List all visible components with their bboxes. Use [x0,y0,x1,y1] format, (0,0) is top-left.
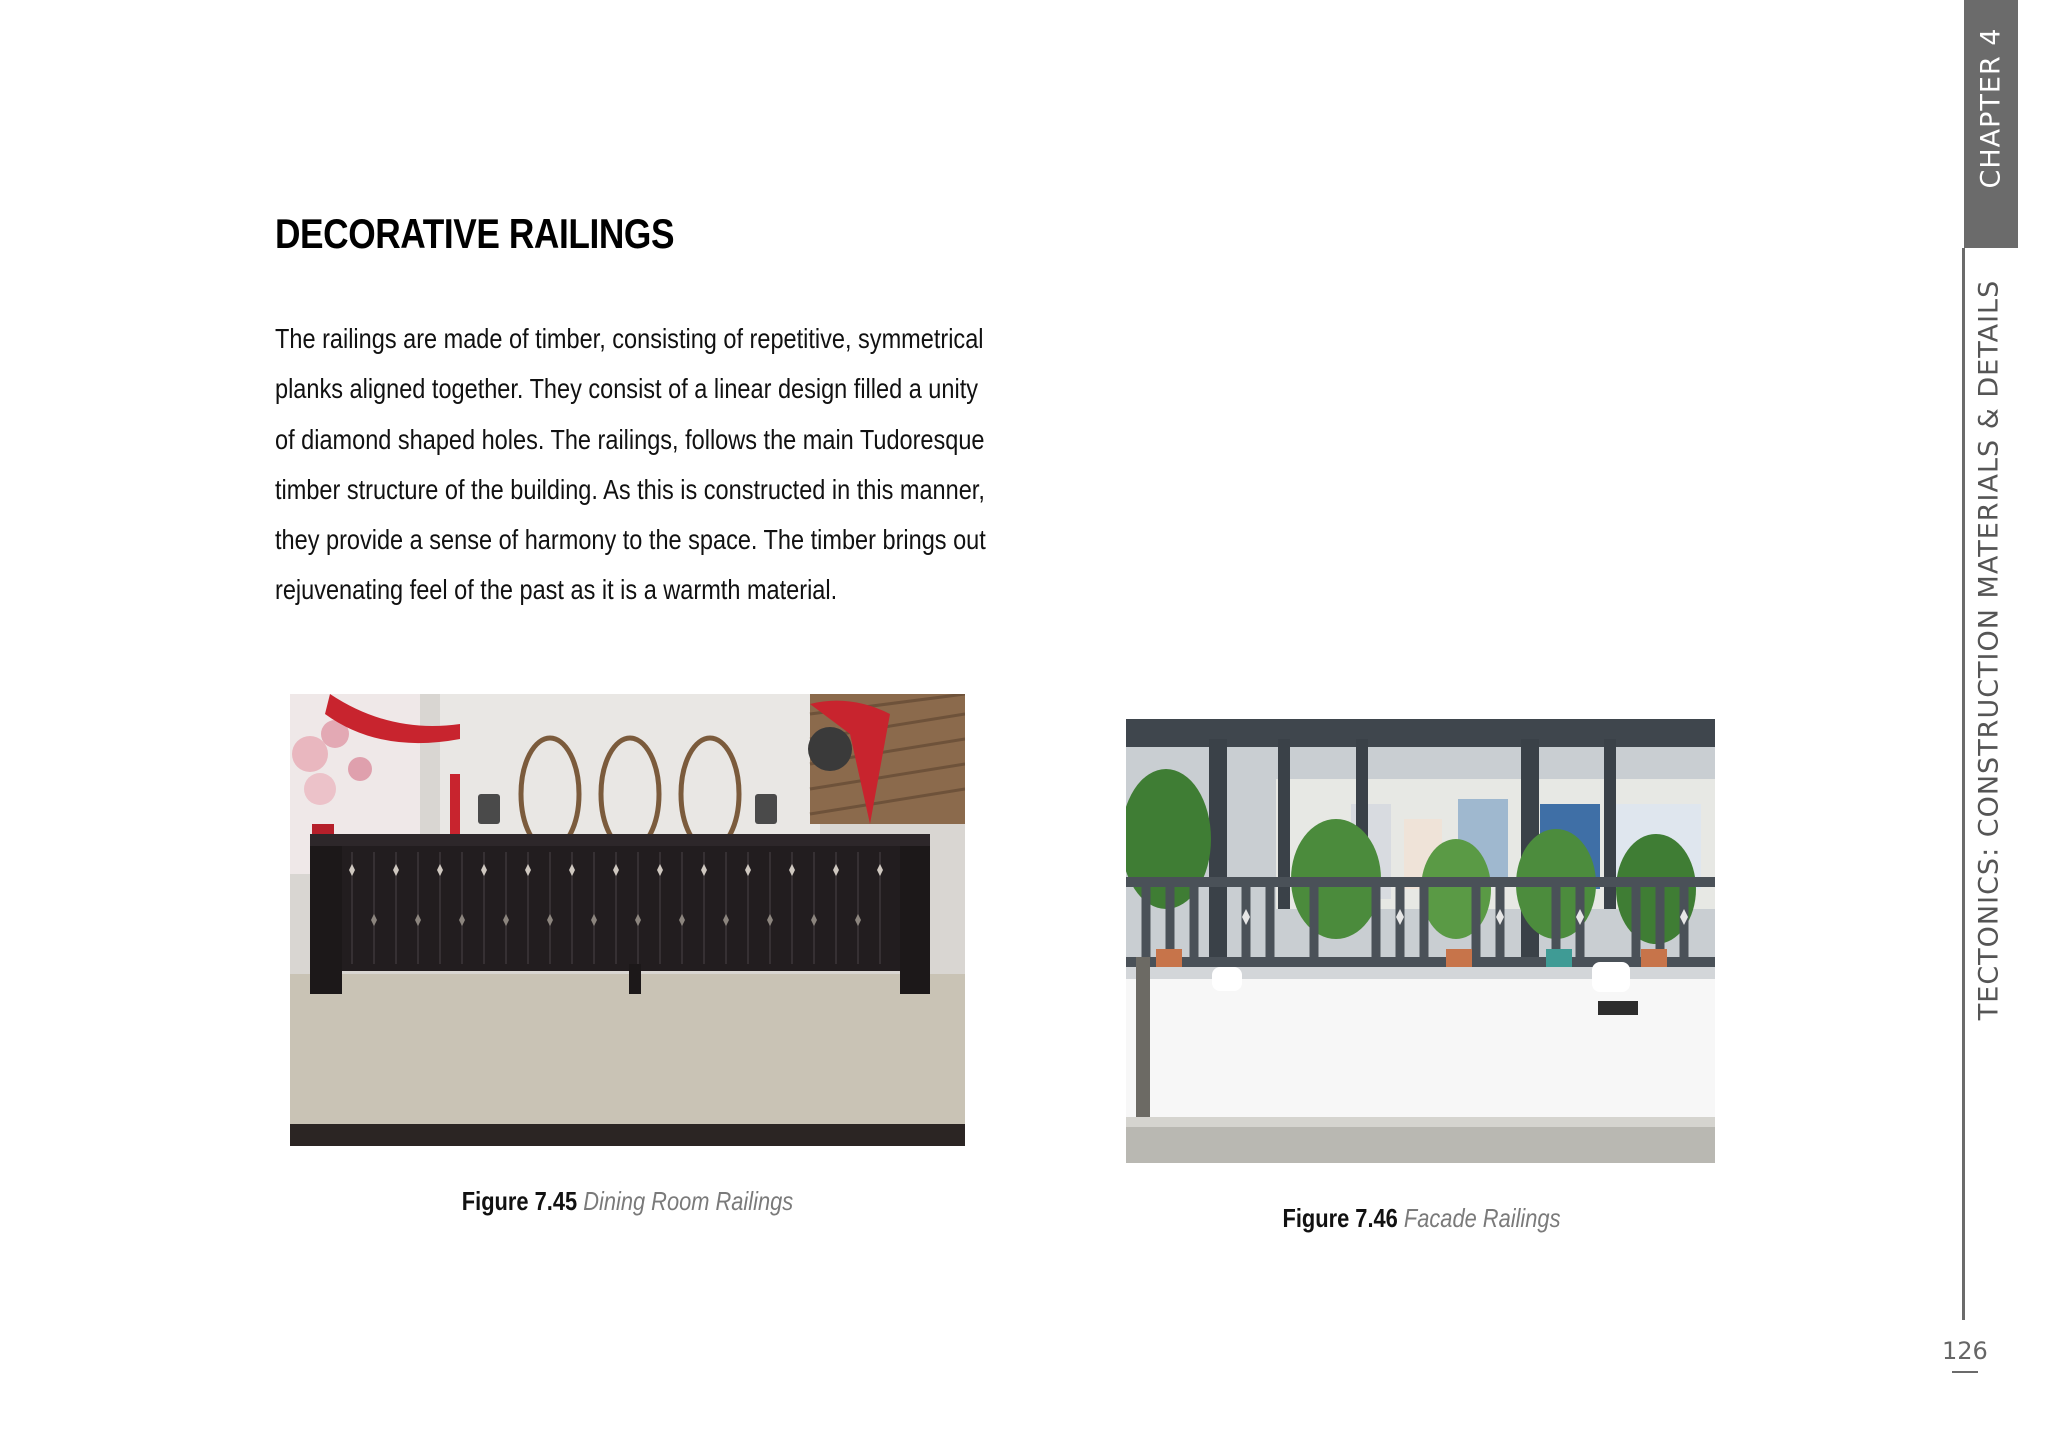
sidebar-rule [1962,248,1965,1320]
figure-number: Figure 7.46 [1282,1203,1398,1233]
figure-title: Dining Room Railings [583,1186,794,1216]
dining-room-railings-photo [290,694,965,1146]
figure-facade-railings [1126,719,1715,1163]
section-heading: DECORATIVE RAILINGS [275,210,675,257]
section-label: TECTONICS: CONSTRUCTION MATERIALS & DETAILS [1973,279,2005,1021]
facade-railings-photo [1126,719,1715,1163]
page-number: 126 [1942,1337,1988,1365]
figure-caption-7-46 [1222,1202,1621,1234]
figure-caption-7-45 [428,1185,827,1217]
page-number-underline [1952,1371,1978,1373]
figure-number: Figure 7.45 [461,1186,578,1216]
body-paragraph: The railings are made of timber, consisting of repetitive, symmetrical planks aligned together. They consist of a linear design filled a unity of diamond shaped holes. The railings, follows the main Tudoresque timber structure of the building. As this is constructed in this manner, they provide a sense of harmony to the space. The timber brings out rejuvenating feel of the past as it is a warmth material. [275,323,986,606]
chapter-label: CHAPTER 4 [1975,27,2007,189]
figure-title: Facade Railings [1403,1203,1561,1233]
figure-dining-room-railings [290,694,965,1146]
